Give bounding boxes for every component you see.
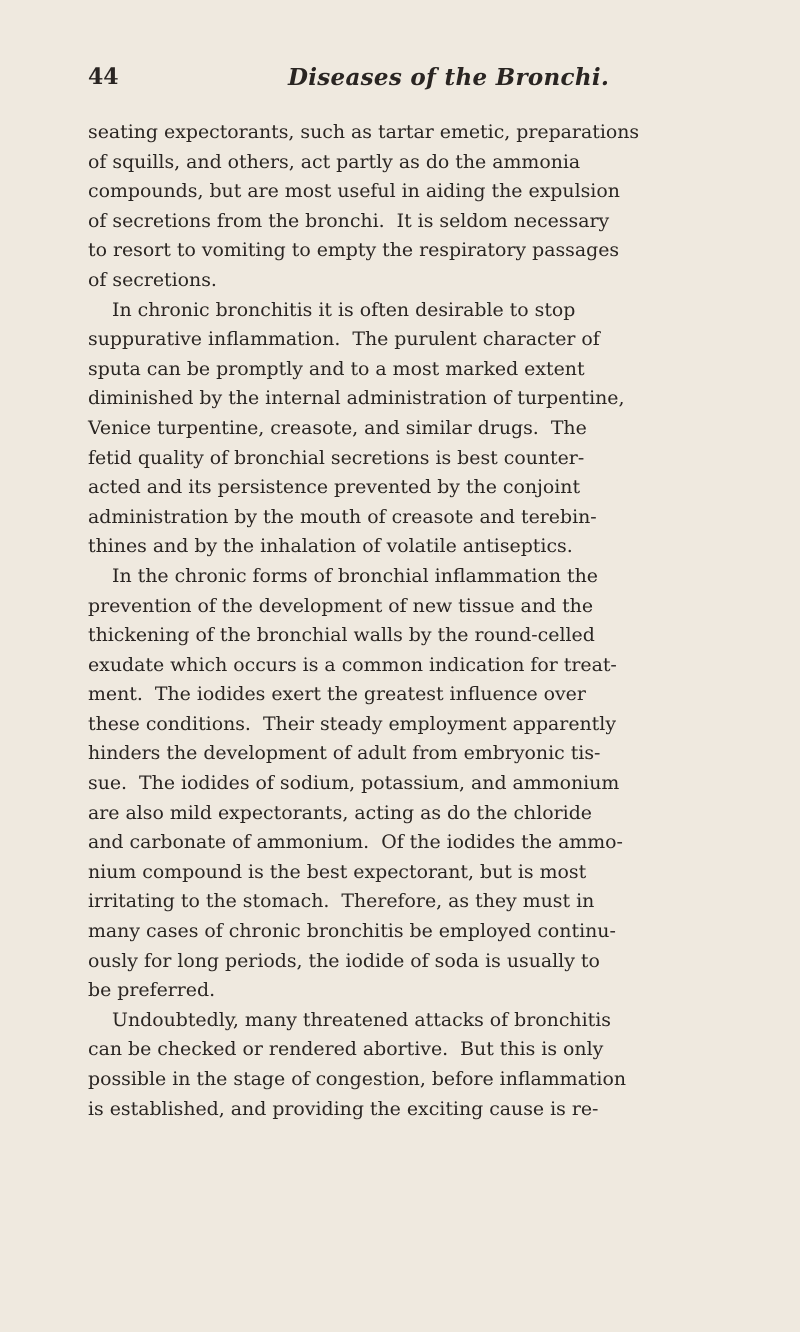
text-line: prevention of the development of new tissue and the (88, 594, 594, 617)
text-line: many cases of chronic bronchitis be employed continu- (88, 920, 616, 943)
text-line: of secretions from the bronchi. It is seldom necessary (88, 209, 610, 232)
text-line: thines and by the inhalation of volatile antiseptics. (88, 535, 573, 558)
running-title: Diseases of the Bronchi. (288, 64, 610, 91)
text-line: are also mild expectorants, acting as do the chloride (88, 801, 592, 824)
text-line: exudate which occurs is a common indication for treat- (88, 653, 617, 676)
text-line: sputa can be promptly and to a most marked extent (88, 357, 585, 380)
text-line: ment. The iodides exert the greatest influence over (88, 683, 586, 706)
text-line: ously for long periods, the iodide of soda is usually to (88, 949, 600, 972)
text-line: compounds, but are most useful in aiding the expulsion (88, 180, 620, 203)
text-line: possible in the stage of congestion, before inflammation (88, 1068, 627, 1090)
text-line: In chronic bronchitis it is often desirable to stop (88, 298, 576, 321)
text-line: to resort to vomiting to empty the respiratory passages (88, 239, 620, 262)
text-line: diminished by the internal administration of turpentine, (88, 387, 625, 410)
text-line: is established, and providing the exciting cause is re- (88, 1097, 599, 1120)
text-line: seating expectorants, such as tartar emetic, preparations (88, 121, 640, 143)
page-header (88, 64, 728, 104)
body-text (88, 118, 733, 1124)
text-line: irritating to the stomach. Therefore, as they must in (88, 890, 595, 913)
text-line: of secretions. (88, 268, 217, 291)
text-line: sue. The iodides of sodium, potassium, and ammonium (88, 772, 620, 795)
text-line: suppurative inflammation. The purulent character of (88, 328, 600, 351)
text-line: acted and its persistence prevented by the conjoint (88, 476, 581, 499)
text-line: Undoubtedly, many threatened attacks of bronchitis (88, 1008, 611, 1031)
text-line: In the chronic forms of bronchial inflammation the (88, 564, 598, 587)
text-line: these conditions. Their steady employment apparently (88, 712, 616, 735)
text-line: of squills, and others, act partly as do the ammonia (88, 150, 581, 173)
text-line: hinders the development of adult from embryonic tis- (88, 742, 601, 765)
text-line: administration by the mouth of creasote and terebin- (88, 505, 597, 528)
text-line: be preferred. (88, 979, 216, 1002)
text-line: thickening of the bronchial walls by the round-celled (88, 624, 595, 647)
text-line: nium compound is the best expectorant, but is most (88, 860, 587, 883)
page-number: 44 (88, 64, 119, 90)
text-line: and carbonate of ammonium. Of the iodides the ammo- (88, 831, 623, 854)
text-line: fetid quality of bronchial secretions is best counter- (88, 446, 585, 469)
text-line: Venice turpentine, creasote, and similar drugs. The (88, 416, 587, 439)
text-line: can be checked or rendered abortive. But this is only (88, 1038, 604, 1061)
